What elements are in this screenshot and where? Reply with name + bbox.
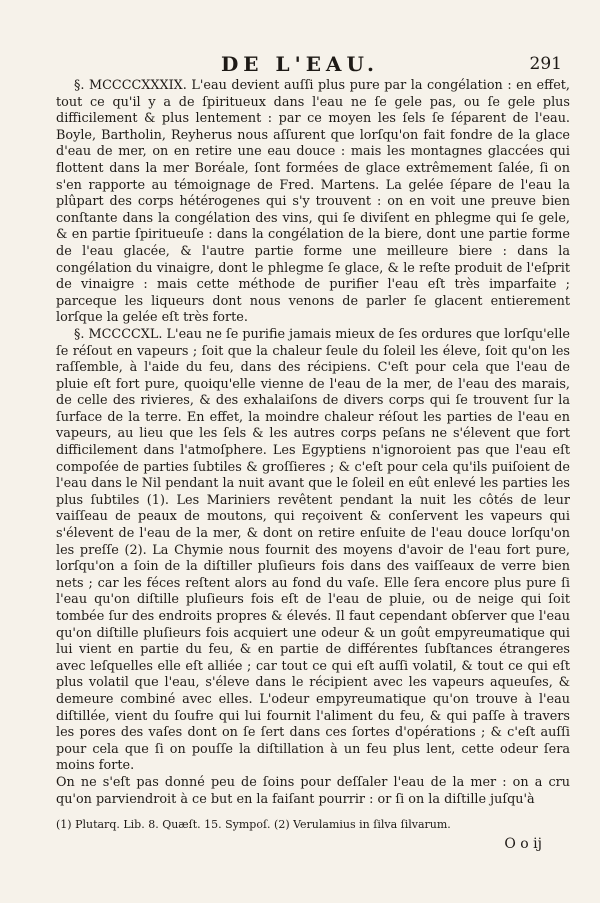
paragraph-1440: §. MCCCCXL. L'eau ne ſe purifie jamais mieux de ſes ordures que lorſqu'elle ſe réſout en vapeurs ; ſoit que la chaleur ſeule du ſoleil les éleve, ſoit qu'on les raſſemble, à l'aide du feu, dans des récipiens. C'eſt pour cela que l'eau de pluie eſt fort pure, quoiqu'elle vienne de l'eau de la mer, de l'eau des marais, de celle des rivieres, & des exhalaiſons de divers corps qui ſe trouvent ſur la ſurface de la terre. En effet, la moindre chaleur réſout les parties de l'eau en vapeurs, au lieu que les ſels & les autres corps peſans ne s'élevent que fort difficilement dans l'atmoſphere. Les Egyptiens n'ignoroient pas que l'eau eſt compoſée de parties ſubtiles & groſſieres ; & c'eſt pour cela qu'ils puiſoient de l'eau dans le Nil pendant la nuit avant que le ſoleil en eût enlevé les parties les plus ſubtiles (1). Les Mariniers revêtent pendant la nuit les côtés de leur vaiſſeau de peaux de moutons, qui reçoivent & conſervent les vapeurs qui s'élevent de l'eau de la mer, & dont on retire enſuite de l'eau douce lorſqu'on les preſſe (2). La Chymie nous fournit des moyens d'avoir de l'eau fort pure, lorſqu'on a ſoin de la diſtiller pluſieurs fois dans des vaiſſeaux de verre bien nets ; car les féces reſtent alors au fond du vaſe. Elle ſera encore plus pure ſi l'eau qu'on diſtille pluſieurs fois eſt de l'eau de pluie, ou de neige qui ſoit tombée ſur des endroits propres & élevés. Il faut cependant obſerver que l'eau qu'on diſtille pluſieurs fois acquiert une odeur & un goût empyreumatique qui lui vient en partie du feu, & en partie de différentes ſubſtances étrangeres avec leſquelles elle eſt alliée ; car tout ce qui eſt auſſi volatil, & tout ce qui eſt plus volatil que l'eau, s'éleve dans le récipient avec les vapeurs aqueuſes, & demeure combiné avec elles. L'odeur empyreumatique qu'on trouve à l'eau diſtillée, vient du ſoufre qui lui fournit l'aliment du feu, & qui paſſe à travers les pores des vaſes dont on ſe ſert dans ces ſortes d'opérations ; & c'eſt auſſi pour cela que ſi on pouſſe la diſtillation à un feu plus lent, cette odeur ſera moins forte. (56, 326, 570, 774)
body-text (56, 78, 570, 808)
footnotes: (1) Plutarq. Lib. 8. Quæſt. 15. Sympoſ. (2) Verulamius in ſilva ſilvarum. (56, 818, 451, 831)
running-head (0, 52, 600, 78)
signature-mark: O o ij (504, 836, 542, 852)
running-title: DE L'EAU. (220, 52, 380, 76)
paragraph-continuation: On ne s'eſt pas donné peu de ſoins pour deſſaler l'eau de la mer : on a cru qu'on parviendroit à ce but en la faiſant pourrir : or ſi on la diſtille juſqu'à (56, 774, 570, 807)
paragraph-1439: §. MCCCCXXXIX. L'eau devient auſſi plus pure par la congélation : en effet, tout ce qu'il y a de ſpiritueux dans l'eau ne ſe gele pas, ou ſe gele plus difficilement & plus lentement : par ce moyen les ſels ſe ſéparent de l'eau. Boyle, Bartholin, Reyherus nous aſſurent que lorſqu'on fait fondre de la glace d'eau de mer, on en retire une eau douce : mais les montagnes glaccées qui flottent dans la mer Boréale, ſont formées de glace extrêmement ſalée, ſi on s'en rapporte au témoignage de Fred. Martens. La gelée ſépare de l'eau la plûpart des corps hétérogenes qui s'y trouvent : on en voit une preuve bien conſtante dans la congélation des vins, qui ſe diviſent en phlegme qui ſe gele, & en partie ſpiritueuſe : dans la congélation de la biere, dont une partie forme de l'eau glacée, & l'autre partie forme une meilleure biere : dans la congélation du vinaigre, dont le phlegme ſe glace, & le reſte produit de l'eſprit de vinaigre : mais cette méthode de purifier l'eau eſt très imparfaite ; parceque les liqueurs dont nous venons de parler ſe glacent entierement lorſque la gelée eſt très forte. (56, 78, 570, 326)
page-number: 291 (529, 54, 562, 74)
